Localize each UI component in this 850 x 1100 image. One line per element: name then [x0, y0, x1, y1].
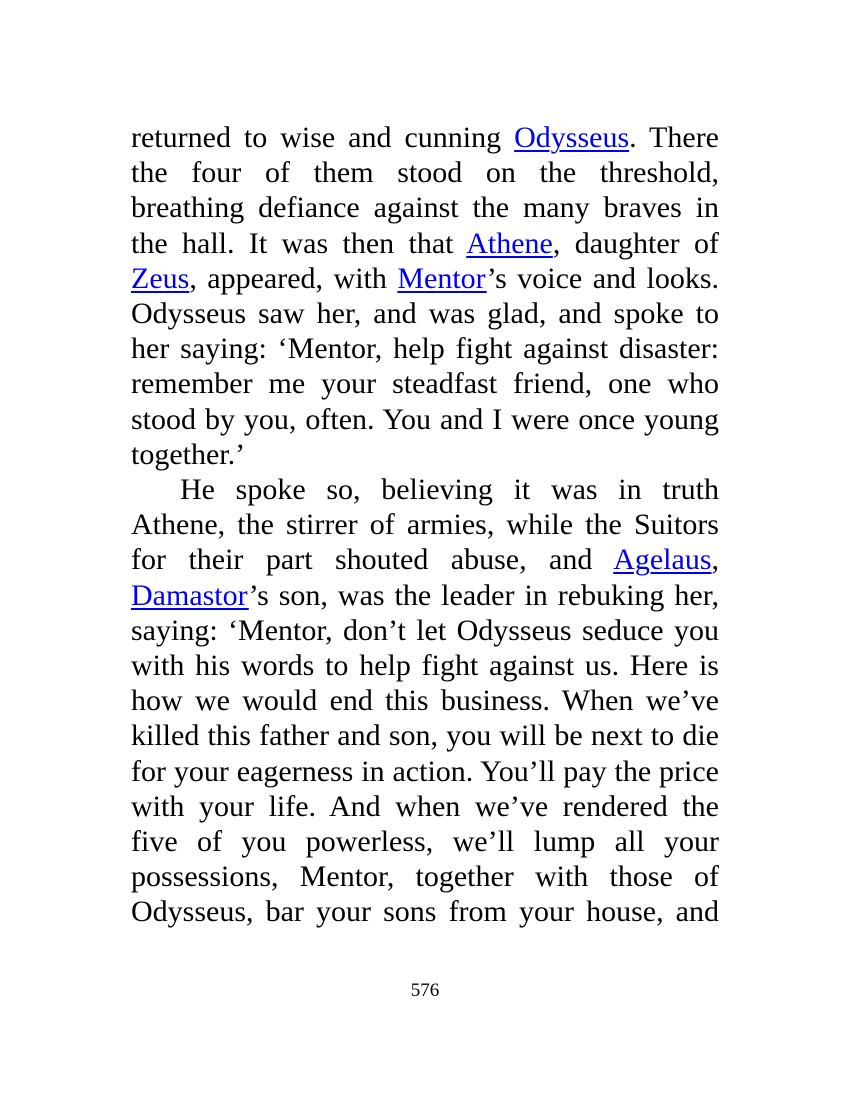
link-odysseus[interactable]: Odysseus [514, 121, 630, 154]
link-damastor[interactable]: Damastor [131, 578, 249, 612]
text-run: , daughter of [552, 226, 719, 260]
link-zeus[interactable]: Zeus [131, 261, 190, 295]
text-run: He spoke so, believing it was in truth Athene, the stirrer of armies, while the Suitors for their part shouted abuse, and [131, 473, 719, 577]
text-run: . There the four of them stood on the threshold, breathing defiance against the many braves in the hall. It was then that [131, 121, 720, 260]
page-body [131, 120, 719, 930]
text-run: ’s voice and looks. Odysseus saw her, and was glad, and spoke to her saying: ‘Mentor, help fight against disaster: remember me your steadfast friend, one who stood by you, often. You and I were once young together.’ [131, 261, 719, 471]
text-run: returned to wise and cunning [131, 121, 515, 154]
text-run: , appeared, with [189, 261, 398, 295]
text-run: , [711, 543, 719, 577]
page-number: 576 [410, 980, 440, 1001]
text-run: ’s son, was the leader in rebuking her, saying: ‘Mentor, don’t let Odysseus seduce you with his words to help fight against us. Here is how we would end this business. When we’ve killed this father and son, you will be next to die for your eagerness in action. You’ll pay the price with your life. And when we’ve rendered the five of you powerless, we’ll lump all your possessions, Mentor, together with those of Odysseus, bar your sons from your house, and [131, 578, 719, 929]
link-mentor[interactable]: Mentor [397, 261, 487, 295]
link-athene[interactable]: Athene [466, 226, 553, 260]
paragraph-2 [131, 472, 719, 930]
link-agelaus[interactable]: Agelaus [613, 543, 712, 577]
paragraph-1 [131, 120, 719, 472]
